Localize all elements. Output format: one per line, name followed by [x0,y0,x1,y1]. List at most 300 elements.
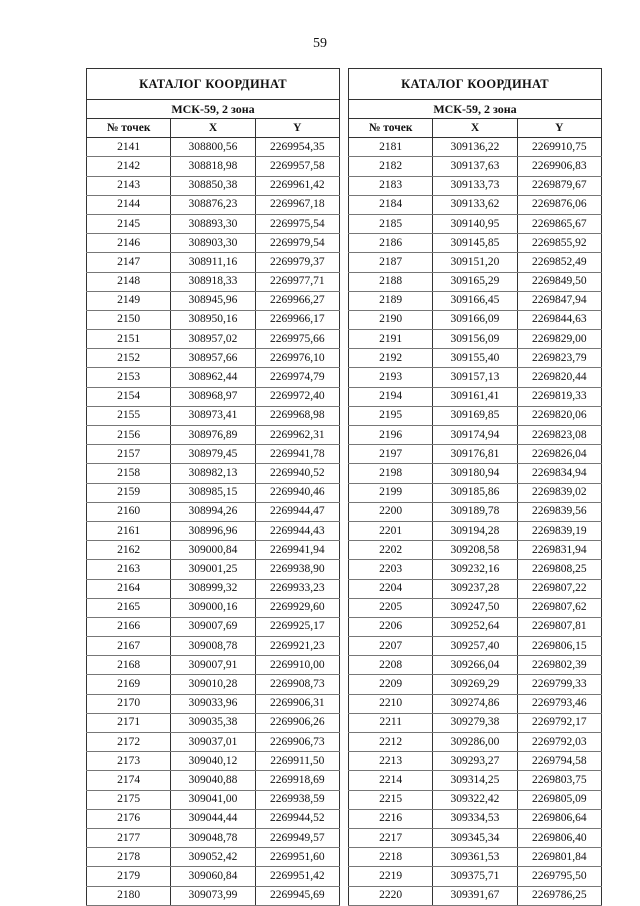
point-number-cell: 2176 [87,809,171,828]
point-number-cell: 2177 [87,828,171,847]
column-header-y: Y [255,119,339,138]
y-coordinate-cell: 2269786,25 [517,886,601,905]
x-coordinate-cell: 309010,28 [171,675,255,694]
y-coordinate-cell: 2269820,44 [517,368,601,387]
x-coordinate-cell: 308994,26 [171,502,255,521]
point-number-cell: 2220 [349,886,433,905]
point-number-cell: 2190 [349,310,433,329]
table-row [87,771,340,790]
y-coordinate-cell: 2269806,64 [517,809,601,828]
y-coordinate-cell: 2269910,00 [255,656,339,675]
point-number-cell: 2203 [349,560,433,579]
y-coordinate-cell: 2269967,18 [255,195,339,214]
catalog-zone: МСК-59, 2 зона [349,100,602,119]
table-row [87,790,340,809]
y-coordinate-cell: 2269801,84 [517,848,601,867]
table-row [349,733,602,752]
x-coordinate-cell: 309322,42 [433,790,517,809]
y-coordinate-cell: 2269829,00 [517,330,601,349]
x-coordinate-cell: 309286,00 [433,733,517,752]
point-number-cell: 2183 [349,176,433,195]
y-coordinate-cell: 2269807,81 [517,617,601,636]
table-row [349,752,602,771]
point-number-cell: 2142 [87,157,171,176]
x-coordinate-cell: 309037,01 [171,733,255,752]
x-coordinate-cell: 309007,69 [171,617,255,636]
point-number-cell: 2180 [87,886,171,905]
x-coordinate-cell: 309001,25 [171,560,255,579]
x-coordinate-cell: 309180,94 [433,464,517,483]
point-number-cell: 2157 [87,445,171,464]
y-coordinate-cell: 2269852,49 [517,253,601,272]
x-coordinate-cell: 309257,40 [433,637,517,656]
table-row [87,214,340,233]
y-coordinate-cell: 2269974,79 [255,368,339,387]
table-row [87,291,340,310]
table-row [87,387,340,406]
point-number-cell: 2175 [87,790,171,809]
y-coordinate-cell: 2269938,90 [255,560,339,579]
x-coordinate-cell: 308850,38 [171,176,255,195]
point-number-cell: 2197 [349,445,433,464]
table-row [349,694,602,713]
y-coordinate-cell: 2269819,33 [517,387,601,406]
table-row [349,579,602,598]
table-row [349,828,602,847]
point-number-cell: 2187 [349,253,433,272]
point-number-cell: 2167 [87,637,171,656]
x-coordinate-cell: 309279,38 [433,713,517,732]
table-row [349,886,602,905]
y-coordinate-cell: 2269807,22 [517,579,601,598]
x-coordinate-cell: 309052,42 [171,848,255,867]
y-coordinate-cell: 2269911,50 [255,752,339,771]
point-number-cell: 2186 [349,234,433,253]
x-coordinate-cell: 309008,78 [171,637,255,656]
table-row [87,176,340,195]
x-coordinate-cell: 308950,16 [171,310,255,329]
y-coordinate-cell: 2269792,03 [517,733,601,752]
x-coordinate-cell: 309237,28 [433,579,517,598]
y-coordinate-cell: 2269839,19 [517,521,601,540]
table-row [349,521,602,540]
point-number-cell: 2160 [87,502,171,521]
table-row [87,521,340,540]
point-number-cell: 2152 [87,349,171,368]
x-coordinate-cell: 309361,53 [433,848,517,867]
y-coordinate-cell: 2269792,17 [517,713,601,732]
point-number-cell: 2145 [87,214,171,233]
y-coordinate-cell: 2269910,75 [517,138,601,157]
point-number-cell: 2146 [87,234,171,253]
table-row [87,195,340,214]
table-row [87,637,340,656]
table-row [87,157,340,176]
y-coordinate-cell: 2269820,06 [517,406,601,425]
point-number-cell: 2194 [349,387,433,406]
x-coordinate-cell: 309155,40 [433,349,517,368]
x-coordinate-cell: 308985,15 [171,483,255,502]
y-coordinate-cell: 2269826,04 [517,445,601,464]
table-row [87,426,340,445]
table-row [349,809,602,828]
x-coordinate-cell: 308818,98 [171,157,255,176]
point-number-cell: 2156 [87,426,171,445]
table-row [87,694,340,713]
point-number-cell: 2207 [349,637,433,656]
x-coordinate-cell: 309391,67 [433,886,517,905]
y-coordinate-cell: 2269793,46 [517,694,601,713]
page-number: 59 [313,36,327,51]
x-coordinate-cell: 308968,97 [171,387,255,406]
y-coordinate-cell: 2269962,31 [255,426,339,445]
coordinate-catalog-left [86,68,340,906]
point-number-cell: 2214 [349,771,433,790]
point-number-cell: 2202 [349,541,433,560]
table-row [349,464,602,483]
point-number-cell: 2215 [349,790,433,809]
y-coordinate-cell: 2269834,94 [517,464,601,483]
x-coordinate-cell: 309136,22 [433,138,517,157]
point-number-cell: 2169 [87,675,171,694]
point-number-cell: 2181 [349,138,433,157]
y-coordinate-cell: 2269961,42 [255,176,339,195]
point-number-cell: 2154 [87,387,171,406]
y-coordinate-cell: 2269876,06 [517,195,601,214]
table-row [349,310,602,329]
x-coordinate-cell: 309007,91 [171,656,255,675]
x-coordinate-cell: 309165,29 [433,272,517,291]
x-coordinate-cell: 308996,96 [171,521,255,540]
table-row [87,234,340,253]
table-row [349,214,602,233]
table-row [349,195,602,214]
x-coordinate-cell: 309133,62 [433,195,517,214]
table-row [349,406,602,425]
x-coordinate-cell: 309232,16 [433,560,517,579]
table-row [87,867,340,886]
y-coordinate-cell: 2269823,08 [517,426,601,445]
point-number-cell: 2147 [87,253,171,272]
x-coordinate-cell: 309156,09 [433,330,517,349]
point-number-cell: 2161 [87,521,171,540]
y-coordinate-cell: 2269979,54 [255,234,339,253]
y-coordinate-cell: 2269806,15 [517,637,601,656]
column-header-y: Y [517,119,601,138]
catalog-rows [87,138,340,906]
x-coordinate-cell: 308911,16 [171,253,255,272]
y-coordinate-cell: 2269966,27 [255,291,339,310]
x-coordinate-cell: 308999,32 [171,579,255,598]
table-row [87,617,340,636]
table-row [349,234,602,253]
x-coordinate-cell: 309176,81 [433,445,517,464]
catalog-title: КАТАЛОГ КООРДИНАТ [349,69,602,100]
table-row [87,483,340,502]
table-row [87,253,340,272]
point-number-cell: 2212 [349,733,433,752]
table-row [87,138,340,157]
point-number-cell: 2166 [87,617,171,636]
y-coordinate-cell: 2269954,35 [255,138,339,157]
y-coordinate-cell: 2269966,17 [255,310,339,329]
x-coordinate-cell: 308979,45 [171,445,255,464]
point-number-cell: 2179 [87,867,171,886]
table-row [349,848,602,867]
point-number-cell: 2178 [87,848,171,867]
table-row [349,617,602,636]
table-row [349,445,602,464]
y-coordinate-cell: 2269945,69 [255,886,339,905]
table-row [87,330,340,349]
y-coordinate-cell: 2269951,60 [255,848,339,867]
y-coordinate-cell: 2269906,31 [255,694,339,713]
y-coordinate-cell: 2269941,94 [255,541,339,560]
x-coordinate-cell: 309133,73 [433,176,517,195]
x-coordinate-cell: 308976,89 [171,426,255,445]
point-number-cell: 2192 [349,349,433,368]
x-coordinate-cell: 309375,71 [433,867,517,886]
x-coordinate-cell: 309345,34 [433,828,517,847]
x-coordinate-cell: 308945,96 [171,291,255,310]
y-coordinate-cell: 2269918,69 [255,771,339,790]
table-row [349,176,602,195]
table-row [349,157,602,176]
y-coordinate-cell: 2269847,94 [517,291,601,310]
table-row [349,349,602,368]
y-coordinate-cell: 2269831,94 [517,541,601,560]
y-coordinate-cell: 2269794,58 [517,752,601,771]
point-number-cell: 2213 [349,752,433,771]
table-row [349,790,602,809]
y-coordinate-cell: 2269855,92 [517,234,601,253]
y-coordinate-cell: 2269929,60 [255,598,339,617]
point-number-cell: 2155 [87,406,171,425]
x-coordinate-cell: 309048,78 [171,828,255,847]
x-coordinate-cell: 309174,94 [433,426,517,445]
table-row [87,445,340,464]
y-coordinate-cell: 2269975,54 [255,214,339,233]
point-number-cell: 2153 [87,368,171,387]
point-number-cell: 2209 [349,675,433,694]
table-row [87,502,340,521]
x-coordinate-cell: 308982,13 [171,464,255,483]
x-coordinate-cell: 309334,53 [433,809,517,828]
x-coordinate-cell: 309208,58 [433,541,517,560]
x-coordinate-cell: 308903,30 [171,234,255,253]
table-row [87,675,340,694]
x-coordinate-cell: 309252,64 [433,617,517,636]
table-row [87,886,340,905]
x-coordinate-cell: 309060,84 [171,867,255,886]
x-coordinate-cell: 309073,99 [171,886,255,905]
y-coordinate-cell: 2269839,02 [517,483,601,502]
point-number-cell: 2199 [349,483,433,502]
y-coordinate-cell: 2269839,56 [517,502,601,521]
x-coordinate-cell: 309033,96 [171,694,255,713]
y-coordinate-cell: 2269908,73 [255,675,339,694]
y-coordinate-cell: 2269972,40 [255,387,339,406]
y-coordinate-cell: 2269906,83 [517,157,601,176]
point-number-cell: 2201 [349,521,433,540]
x-coordinate-cell: 309137,63 [433,157,517,176]
point-number-cell: 2144 [87,195,171,214]
x-coordinate-cell: 308957,66 [171,349,255,368]
point-number-cell: 2211 [349,713,433,732]
point-number-cell: 2150 [87,310,171,329]
point-number-cell: 2198 [349,464,433,483]
x-coordinate-cell: 309140,95 [433,214,517,233]
y-coordinate-cell: 2269944,47 [255,502,339,521]
table-row [349,713,602,732]
point-number-cell: 2149 [87,291,171,310]
catalog-rows [349,138,602,906]
y-coordinate-cell: 2269957,58 [255,157,339,176]
point-number-cell: 2191 [349,330,433,349]
point-number-cell: 2218 [349,848,433,867]
x-coordinate-cell: 308962,44 [171,368,255,387]
x-coordinate-cell: 309185,86 [433,483,517,502]
table-row [349,138,602,157]
table-row [87,752,340,771]
point-number-cell: 2173 [87,752,171,771]
y-coordinate-cell: 2269805,09 [517,790,601,809]
point-number-cell: 2196 [349,426,433,445]
point-number-cell: 2168 [87,656,171,675]
y-coordinate-cell: 2269802,39 [517,656,601,675]
x-coordinate-cell: 309044,44 [171,809,255,828]
y-coordinate-cell: 2269944,52 [255,809,339,828]
point-number-cell: 2219 [349,867,433,886]
column-header-point: № точек [87,119,171,138]
x-coordinate-cell: 308918,33 [171,272,255,291]
table-row [87,310,340,329]
table-row [87,733,340,752]
x-coordinate-cell: 309145,85 [433,234,517,253]
table-row [87,368,340,387]
point-number-cell: 2210 [349,694,433,713]
y-coordinate-cell: 2269976,10 [255,349,339,368]
table-row [87,579,340,598]
table-row [87,598,340,617]
table-row [87,560,340,579]
table-row [87,406,340,425]
x-coordinate-cell: 308876,23 [171,195,255,214]
y-coordinate-cell: 2269925,17 [255,617,339,636]
y-coordinate-cell: 2269940,52 [255,464,339,483]
y-coordinate-cell: 2269949,57 [255,828,339,847]
table-row [87,809,340,828]
y-coordinate-cell: 2269944,43 [255,521,339,540]
point-number-cell: 2204 [349,579,433,598]
y-coordinate-cell: 2269906,73 [255,733,339,752]
x-coordinate-cell: 309040,12 [171,752,255,771]
x-coordinate-cell: 308893,30 [171,214,255,233]
x-coordinate-cell: 309000,16 [171,598,255,617]
y-coordinate-cell: 2269799,33 [517,675,601,694]
point-number-cell: 2206 [349,617,433,636]
table-row [349,771,602,790]
y-coordinate-cell: 2269808,25 [517,560,601,579]
x-coordinate-cell: 309166,09 [433,310,517,329]
y-coordinate-cell: 2269940,46 [255,483,339,502]
x-coordinate-cell: 309000,84 [171,541,255,560]
x-coordinate-cell: 309266,04 [433,656,517,675]
x-coordinate-cell: 309274,86 [433,694,517,713]
y-coordinate-cell: 2269921,23 [255,637,339,656]
table-row [349,502,602,521]
x-coordinate-cell: 309269,29 [433,675,517,694]
table-row [87,656,340,675]
x-coordinate-cell: 309169,85 [433,406,517,425]
point-number-cell: 2184 [349,195,433,214]
point-number-cell: 2205 [349,598,433,617]
table-row [349,387,602,406]
point-number-cell: 2188 [349,272,433,291]
coordinate-catalog-right [348,68,602,906]
table-row [349,656,602,675]
y-coordinate-cell: 2269938,59 [255,790,339,809]
y-coordinate-cell: 2269865,67 [517,214,601,233]
point-number-cell: 2151 [87,330,171,349]
table-row [349,330,602,349]
y-coordinate-cell: 2269906,26 [255,713,339,732]
point-number-cell: 2182 [349,157,433,176]
y-coordinate-cell: 2269941,78 [255,445,339,464]
y-coordinate-cell: 2269933,23 [255,579,339,598]
x-coordinate-cell: 308957,02 [171,330,255,349]
y-coordinate-cell: 2269844,63 [517,310,601,329]
catalog-title: КАТАЛОГ КООРДИНАТ [87,69,340,100]
table-row [87,272,340,291]
table-row [349,675,602,694]
table-row [87,848,340,867]
table-row [349,598,602,617]
table-row [349,560,602,579]
catalog-zone: МСК-59, 2 зона [87,100,340,119]
table-row [87,713,340,732]
point-number-cell: 2162 [87,541,171,560]
y-coordinate-cell: 2269795,50 [517,867,601,886]
x-coordinate-cell: 309041,00 [171,790,255,809]
table-row [349,483,602,502]
table-row [87,541,340,560]
x-coordinate-cell: 308800,56 [171,138,255,157]
point-number-cell: 2208 [349,656,433,675]
point-number-cell: 2185 [349,214,433,233]
x-coordinate-cell: 309161,41 [433,387,517,406]
point-number-cell: 2165 [87,598,171,617]
point-number-cell: 2158 [87,464,171,483]
y-coordinate-cell: 2269975,66 [255,330,339,349]
point-number-cell: 2170 [87,694,171,713]
table-row [349,253,602,272]
y-coordinate-cell: 2269803,75 [517,771,601,790]
y-coordinate-cell: 2269823,79 [517,349,601,368]
x-coordinate-cell: 308973,41 [171,406,255,425]
table-row [349,541,602,560]
y-coordinate-cell: 2269849,50 [517,272,601,291]
x-coordinate-cell: 309293,27 [433,752,517,771]
table-row [349,291,602,310]
point-number-cell: 2143 [87,176,171,195]
table-row [349,368,602,387]
column-header-x: X [433,119,517,138]
y-coordinate-cell: 2269807,62 [517,598,601,617]
point-number-cell: 2148 [87,272,171,291]
table-row [87,464,340,483]
point-number-cell: 2217 [349,828,433,847]
